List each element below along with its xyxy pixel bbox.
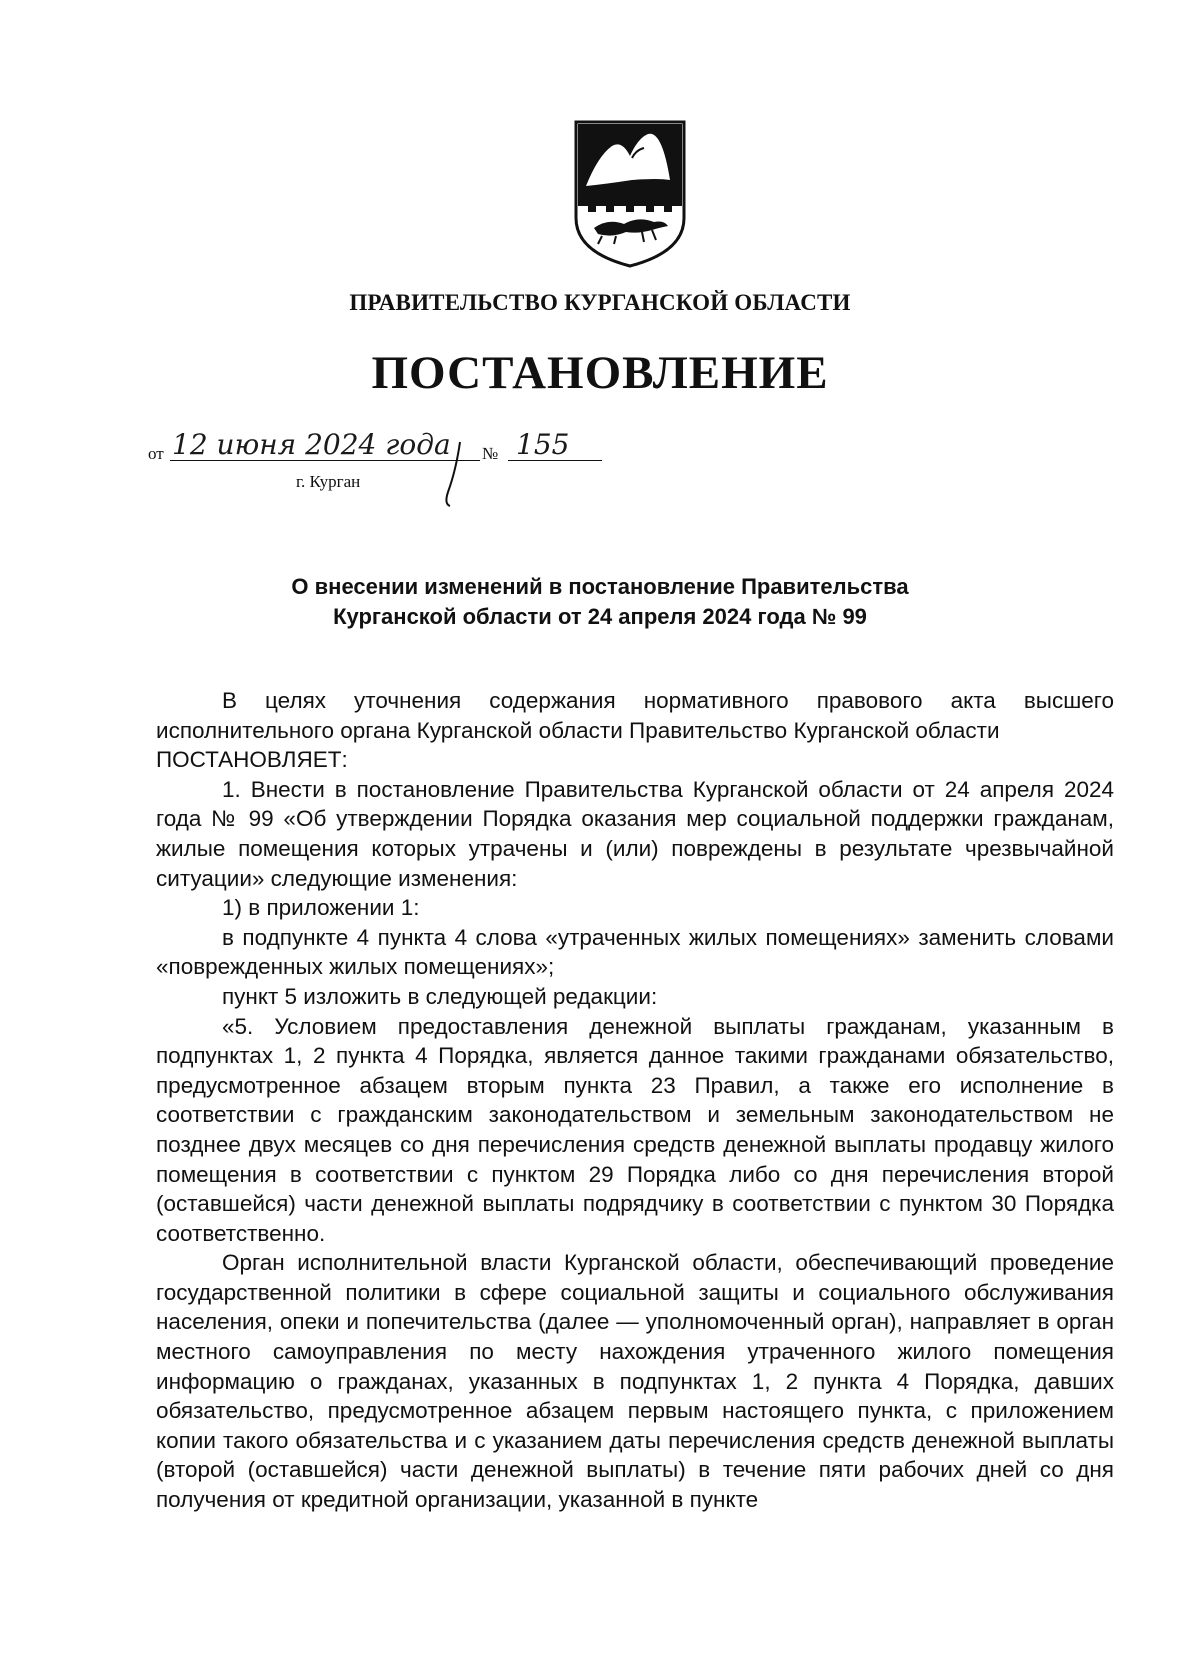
handwriting-stroke-icon	[438, 440, 468, 510]
title-line-1: О внесении изменений в постановление Правительства	[291, 574, 909, 599]
paragraph-item-5-intro: пункт 5 изложить в следующей редакции:	[222, 983, 658, 1009]
number-label: №	[482, 444, 499, 463]
date-number-line	[148, 428, 648, 516]
number-underline	[508, 460, 602, 461]
document-type: ПОСТАНОВЛЕНИЕ	[371, 347, 829, 399]
paragraph-item-1: 1. Внести в постановление Правительства Курганской области от 24 апреля 2024 года № 99 «Об утверждении Порядка оказания мер социальной поддержки гражданам, жилые помещения которых утрачены и (или) повреждены в результате чрезвычайной ситуации» следующие изменения:	[156, 776, 1114, 891]
city-label: г. Курган	[296, 472, 361, 491]
paragraph-subitem-4-change: в подпункте 4 пункта 4 слова «утраченных жилых помещениях» заменить словами «поврежденных жилых помещениях»;	[156, 924, 1114, 980]
handwritten-number: 155	[516, 428, 570, 461]
from-label: от	[148, 444, 164, 463]
paragraph-preamble: В целях уточнения содержания нормативного правового акта высшего исполнительного органа Курганской области Правительство Курганской области	[156, 688, 1114, 743]
paragraph-authority: Орган исполнительной власти Курганской области, обеспечивающий проведение государственной политики в сфере социальной защиты и социального обслуживания населения, опеки и попечительства (далее — уполномоченный орган), направляет в орган местного самоуправления по месту нахождения утраченного жилого помещения информацию о гражданах, указанных в подпунктах 1, 2 пункта 4 Порядка, давших обязательство, предусмотренное абзацем первым настоящего пункта, с приложением копии такого обязательства и с указанием даты перечисления средств денежной выплаты (второй (оставшейся) части денежной выплаты) в течение пяти рабочих дней со дня получения от кредитной организации, указанной в пункте	[156, 1250, 1114, 1513]
title-line-2: Курганской области от 24 апреля 2024 года № 99	[333, 604, 867, 629]
organization-name: ПРАВИТЕЛЬСТВО КУРГАНСКОЙ ОБЛАСТИ	[349, 290, 851, 315]
coat-of-arms-icon	[572, 120, 688, 268]
paragraph-item-5-text: «5. Условием предоставления денежной выплаты гражданам, указанным в подпунктах 1, 2 пункта 4 Порядка, является данное такими гражданами обязательство, предусмотренное абзацем вторым пункта 23 Правил, а также его исполнение в соответствии с гражданским законодательством и земельным законодательством не позднее двух месяцев со дня перечисления средств денежной выплаты продавцу жилого помещения в соответствии с пунктом 29 Порядка либо со дня перечисления второй (оставшейся) части денежной выплаты подрядчику в соответствии с пунктом 30 Порядка соответственно.	[156, 1013, 1114, 1246]
date-underline	[170, 460, 480, 461]
document-body	[156, 686, 1114, 1515]
handwritten-date: 12 июня 2024 года	[172, 428, 451, 461]
paragraph-subitem-1: 1) в приложении 1:	[222, 895, 420, 921]
document-title	[150, 572, 1050, 632]
paragraph-resolves: ПОСТАНОВЛЯЕТ:	[156, 747, 348, 773]
